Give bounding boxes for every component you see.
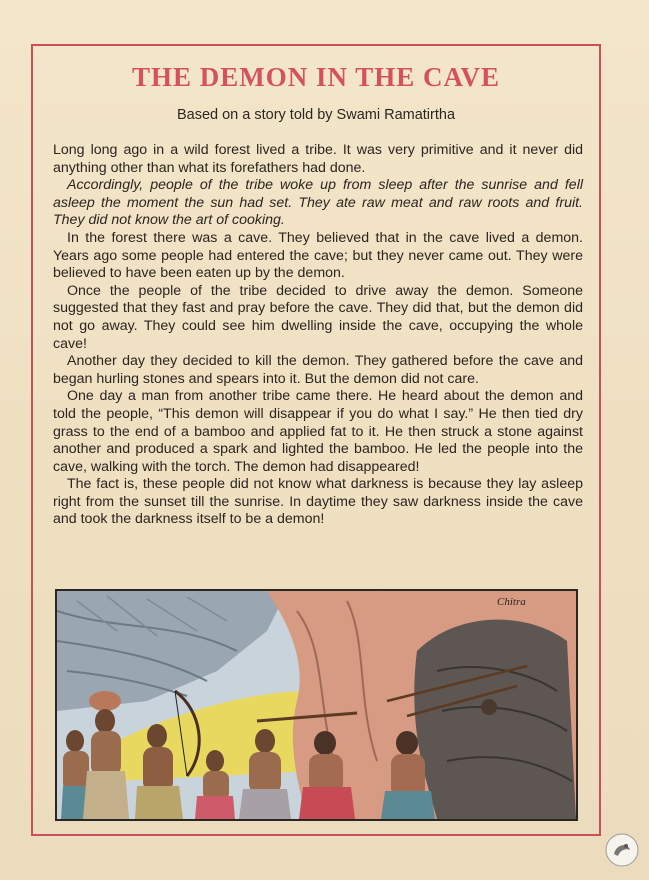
paragraph-4: Once the people of the tribe decided to drive away the demon. Someone suggested that they fast and pray before the cave. They did that, but the demon did not go away. They could see him dwelling inside the cave, occupying the whole cave! bbox=[53, 282, 583, 352]
paragraph-3: In the forest there was a cave. They believed that in the cave lived a demon. Years ago some people had entered the cave; but they never came out. They were believed to have been eaten up by the demon. bbox=[53, 229, 583, 282]
paragraph-6: One day a man from another tribe came there. He heard about the demon and told the people, “This demon will disappear if you do what I say.” He then tied dry grass to the end of a bamboo and applied fat to it. He then struck a stone against another and produced a spark and lighted the bamboo. He led the people into the cave, walking with the torch. The demon had disappeared! bbox=[53, 388, 583, 475]
paragraph-2: Accordingly, people of the tribe woke up from sleep after the sunrise and fell asleep the moment the sun had set. They ate raw meat and raw roots and fruit. They did not know the art of cooking. bbox=[53, 177, 583, 229]
paragraph-5: Another day they decided to kill the demon. They gathered before the cave and began hurling stones and spears into it. But the demon did not care. bbox=[53, 353, 583, 387]
story-subtitle: Based on a story told by Swami Ramatirtha bbox=[176, 107, 456, 123]
cave-illustration bbox=[55, 589, 578, 821]
story-body bbox=[53, 142, 583, 529]
story-title: THE DEMON IN THE CAVE bbox=[131, 62, 501, 92]
artist-signature: Chitra bbox=[497, 596, 526, 608]
paragraph-7: The fact is, these people did not know what darkness is because they lay asleep right from the sunset till the sunrise. In daytime they saw darkness inside the cave and took the darkness itself to be a demon! bbox=[53, 476, 583, 528]
paragraph-1: Long long ago in a wild forest lived a tribe. It was very primitive and it never did anything other than what its forefathers had done. bbox=[53, 142, 583, 176]
publisher-logo-icon bbox=[604, 832, 640, 868]
